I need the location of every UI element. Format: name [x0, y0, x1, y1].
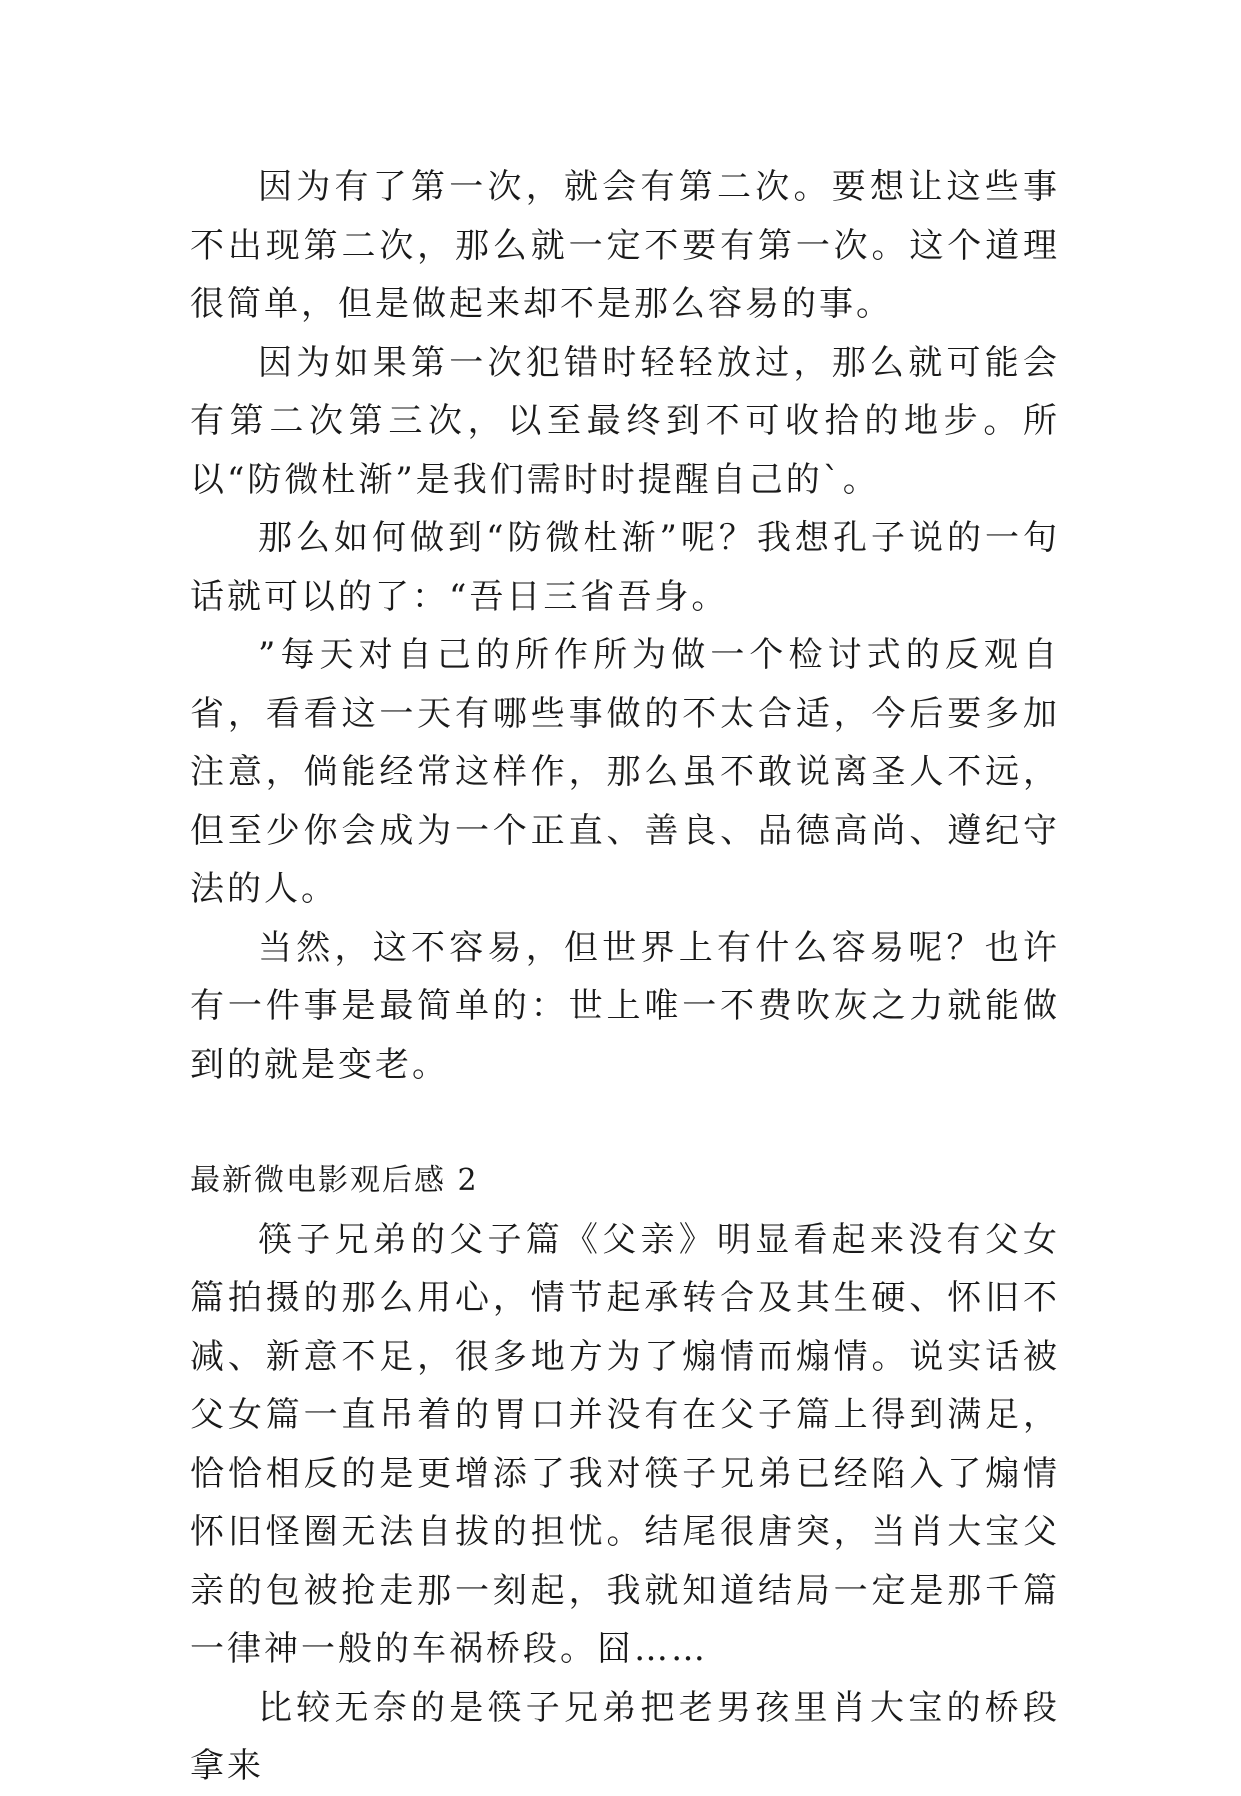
paragraph: ”每天对自己的所作所为做一个检讨式的反观自省，看看这一天有哪些事做的不太合适，今后要多加注意，倘能经常这样作，那么虽不敢说离圣人不远，但至少你会成为一个正直、善良、品德高尚、遵纪守法的人。 [190, 635, 1060, 909]
paragraph: 当然，这不容易，但世界上有什么容易呢？也许有一件事是最简单的：世上唯一不费吹灰之力就能做到的就是变老。 [190, 927, 1060, 1085]
paragraph: 那么如何做到“防微杜渐”呢？我想孔子说的一句话就可以的了：“吾日三省吾身。 [190, 518, 1060, 617]
paragraph: 因为有了第一次，就会有第二次。要想让这些事不出现第二次，那么就一定不要有第一次。这个道理很简单，但是做起来却不是那么容易的事。 [190, 167, 1060, 324]
paragraph: 比较无奈的是筷子兄弟把老男孩里肖大宝的桥段拿来 [190, 1687, 1060, 1786]
paragraph: 筷子兄弟的父子篇《父亲》明显看起来没有父女篇拍摄的那么用心，情节起承转合及其生硬、怀旧不减、新意不足，很多地方为了煽情而煽情。说实话被父女篇一直吊着的胃口并没有在父子篇上得到满足，恰恰相反的是更增添了我对筷子兄弟已经陷入了煽情怀旧怪圈无法自拔的担忧。结尾很唐突，当肖大宝父亲的包被抢走那一刻起，我就知道结局一定是那千篇一律神一般的车祸桥段。囧…… [190, 1219, 1060, 1669]
paragraph: 因为如果第一次犯错时轻轻放过，那么就可能会有第二次第三次，以至最终到不可收拾的地步。所以“防微杜渐”是我们需时时提醒自己的`。 [190, 342, 1060, 500]
document-body [190, 158, 1060, 1796]
section-heading: 最新微电影观后感 2 [190, 1163, 479, 1198]
